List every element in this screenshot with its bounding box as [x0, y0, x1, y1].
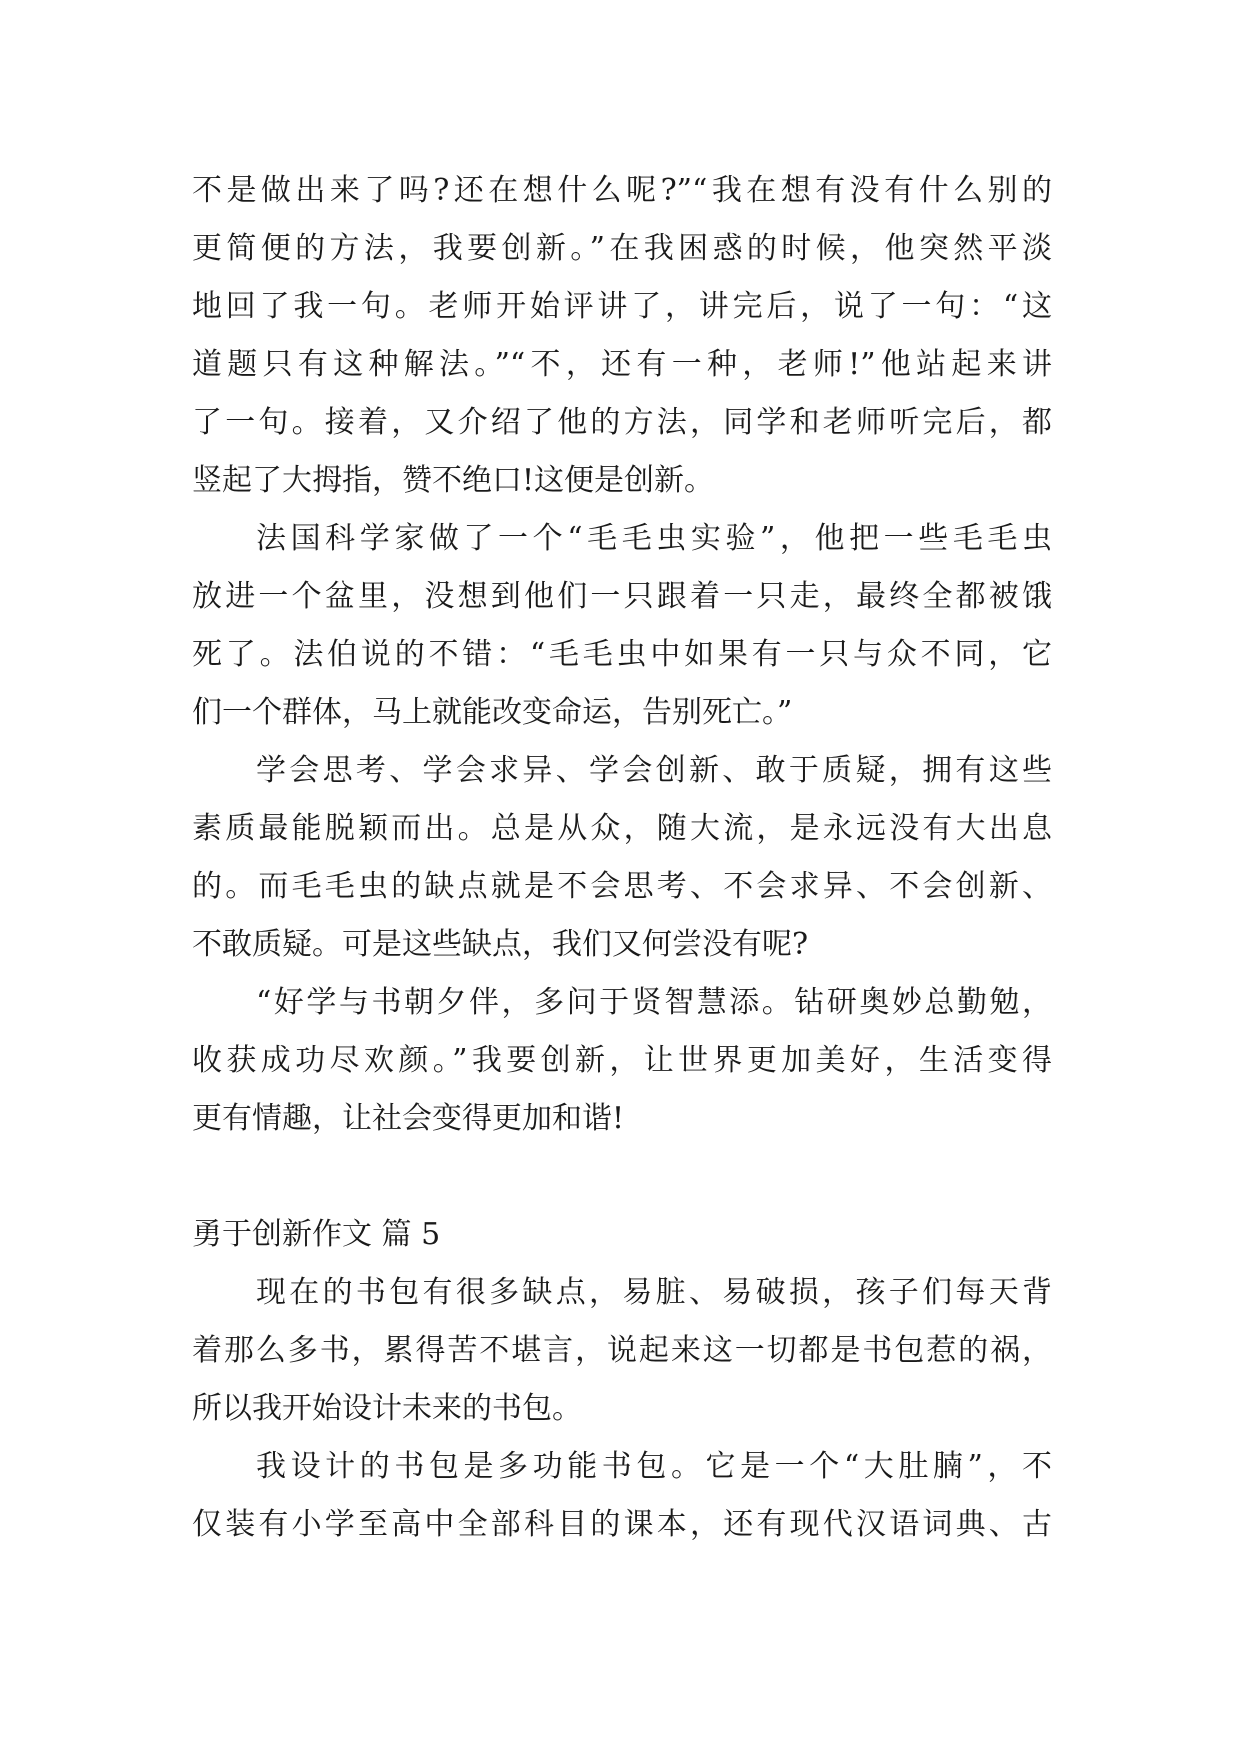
- text-line: 现在的书包有很多缺点，易脏、易破损，孩子们每天背: [256, 1275, 1052, 1310]
- text-line: 着那么多书，累得苦不堪言，说起来这一切都是书包惹的祸，: [192, 1333, 1052, 1368]
- document-body: [192, 162, 1052, 1554]
- text-line: 了一句。接着，又介绍了他的方法，同学和老师听完后，都: [192, 405, 1052, 440]
- text-line: 所以我开始设计未来的书包。: [192, 1391, 582, 1426]
- text-line: 不敢质疑。可是这些缺点，我们又何尝没有呢?: [192, 927, 809, 962]
- text-line: 仅装有小学至高中全部科目的课本，还有现代汉语词典、古: [192, 1507, 1052, 1542]
- paragraph-spacer: [192, 1148, 1052, 1206]
- text-line: 学会思考、学会求异、学会创新、敢于质疑，拥有这些: [256, 753, 1052, 788]
- text-line: 竖起了大拇指，赞不绝口!这便是创新。: [192, 463, 715, 498]
- text-line: 不是做出来了吗?还在想什么呢?”“我在想有没有什么别的: [192, 173, 1052, 208]
- text-line: 素质最能脱颖而出。总是从众，随大流，是永远没有大出息: [192, 811, 1052, 846]
- text-line: 死了。法伯说的不错：“毛毛虫中如果有一只与众不同，它: [192, 637, 1052, 672]
- text-line: 法国科学家做了一个“毛毛虫实验”，他把一些毛毛虫: [256, 521, 1052, 556]
- text-line: 地回了我一句。老师开始评讲了，讲完后，说了一句：“这: [192, 289, 1052, 324]
- section-heading: 勇于创新作文 篇 5: [192, 1217, 441, 1252]
- text-line: 道题只有这种解法。”“不，还有一种，老师!”他站起来讲: [192, 347, 1052, 382]
- text-line: 我设计的书包是多功能书包。它是一个“大肚腩”，不: [256, 1449, 1052, 1484]
- text-line: 更有情趣，让社会变得更加和谐!: [192, 1101, 625, 1136]
- text-line: 更简便的方法，我要创新。”在我困惑的时候，他突然平淡: [192, 231, 1052, 266]
- text-line: 的。而毛毛虫的缺点就是不会思考、不会求异、不会创新、: [192, 869, 1052, 904]
- text-line: 收获成功尽欢颜。”我要创新，让世界更加美好，生活变得: [192, 1043, 1052, 1078]
- text-line: “好学与书朝夕伴，多问于贤智慧添。钻研奥妙总勤勉，: [256, 985, 1052, 1020]
- text-line: 放进一个盆里，没想到他们一只跟着一只走，最终全都被饿: [192, 579, 1052, 614]
- text-line: 们一个群体，马上就能改变命运，告别死亡。”: [192, 695, 793, 730]
